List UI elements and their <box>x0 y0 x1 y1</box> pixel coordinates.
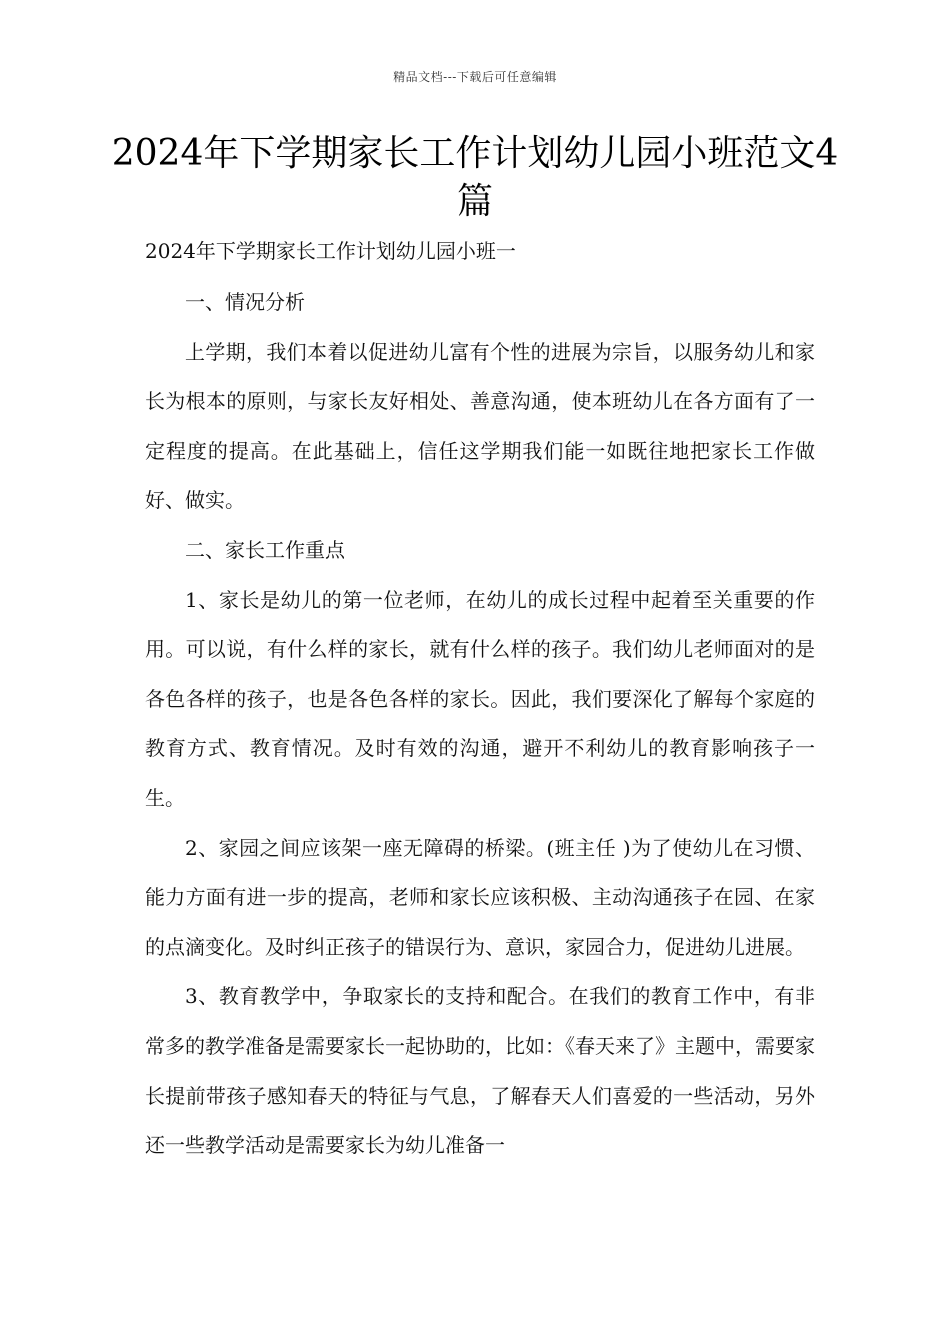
document-title: 2024年下学期家长工作计划幼儿园小班范文4篇 <box>111 133 839 222</box>
paragraph: 2、家园之间应该架一座无障碍的桥梁。(班主任 )为了使幼儿在习惯、能力方面有进一步的提高，老师和家长应该积极、主动沟通孩子在园、在家的点滴变化。及时纠正孩子的错误行为、意识，家园合力，促进幼儿进展。 <box>145 835 815 959</box>
paragraph: 1、家长是幼儿的第一位老师，在幼儿的成长过程中起着至关重要的作用。可以说，有什么样的家长，就有什么样的孩子。我们幼儿老师面对的是各色各样的孩子，也是各色各样的家长。因此，我们要深化了解每个家庭的教育方式、教育情况。及时有效的沟通，避开不利幼儿的教育影响孩子一生。 <box>145 587 815 810</box>
section-heading: 二、家长工作重点 <box>185 537 345 562</box>
section-heading: 一、情况分析 <box>185 290 305 314</box>
header-note: 精品文档---下载后可任意编辑 <box>393 70 557 84</box>
document-body <box>145 278 815 1171</box>
document-subtitle: 2024年下学期家长工作计划幼儿园小班一 <box>145 239 516 263</box>
paragraph: 3、教育教学中，争取家长的支持和配合。在我们的教育工作中，有非常多的教学准备是需要家长一起协助的，比如：《春天来了》主题中，需要家长提前带孩子感知春天的特征与气息，了解春天人们喜爱的一些活动，另外还一些教学活动是需要家长为幼儿准备一 <box>145 984 815 1158</box>
paragraph: 上学期，我们本着以促进幼儿富有个性的进展为宗旨，以服务幼儿和家长为根本的原则，与家长友好相处、善意沟通，使本班幼儿在各方面有了一定程度的提高。在此基础上，信任这学期我们能一如既往地把家长工作做好、做实。 <box>145 339 815 513</box>
